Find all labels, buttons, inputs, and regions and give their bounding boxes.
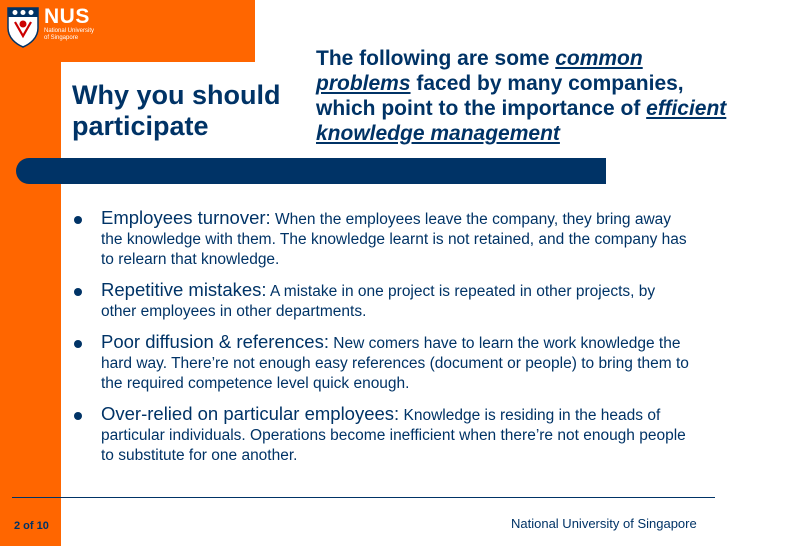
bullet-heading: Over-relied on particular employees: [101, 403, 400, 424]
divider-bar [16, 158, 606, 184]
bullet-body: Knowledge is residing in the heads of particular individuals. Operations become inefficient when there’re not enough people to substitute for one another. [101, 407, 686, 464]
bullet-list [74, 208, 694, 476]
intro-text-1: The following are some [316, 47, 556, 70]
bullet-item-poor-diffusion [74, 332, 694, 394]
slide-intro [316, 46, 736, 146]
bullet-item-employees-turnover [74, 208, 694, 270]
footer-divider [12, 497, 715, 498]
logo-wordmark: NUS [44, 5, 90, 28]
footer-organization: National University of Singapore [511, 516, 697, 531]
bullet-heading: Repetitive mistakes: [101, 279, 267, 300]
university-crest-icon [6, 6, 40, 48]
page-number: 2 of 10 [14, 520, 49, 532]
intro-emphasis-common-problems: common problems [316, 47, 643, 95]
bullet-body: A mistake in one project is repeated in other projects, by other employees in other departments. [101, 283, 656, 320]
bullet-dot-icon [74, 288, 82, 296]
bullet-dot-icon [74, 216, 82, 224]
bullet-dot-icon [74, 412, 82, 420]
bullet-heading: Employees turnover: [101, 207, 271, 228]
bullet-body: When the employees leave the company, they bring away the knowledge with them. The knowledge learnt is not retained, and the company has to relearn that knowledge. [101, 211, 687, 268]
bullet-body: New comers have to learn the work knowledge the hard way. There’re not enough easy references (document or people) to bring them to the required competence level quick enough. [101, 335, 689, 392]
bullet-dot-icon [74, 340, 82, 348]
logo-subtitle-line1: National University [44, 28, 95, 34]
bullet-heading: Poor diffusion & references: [101, 331, 329, 352]
logo-subtitle-line2: of Singapore [44, 35, 79, 41]
intro-text-2: faced by many companies, which point to the importance of [316, 72, 684, 120]
slide-title: Why you should participate [72, 80, 281, 141]
bullet-item-over-relied [74, 404, 694, 466]
left-accent-bar [0, 0, 61, 546]
bullet-item-repetitive-mistakes [74, 280, 694, 322]
intro-emphasis-knowledge-management: efficient knowledge management [316, 97, 727, 145]
nus-logo [6, 6, 94, 48]
